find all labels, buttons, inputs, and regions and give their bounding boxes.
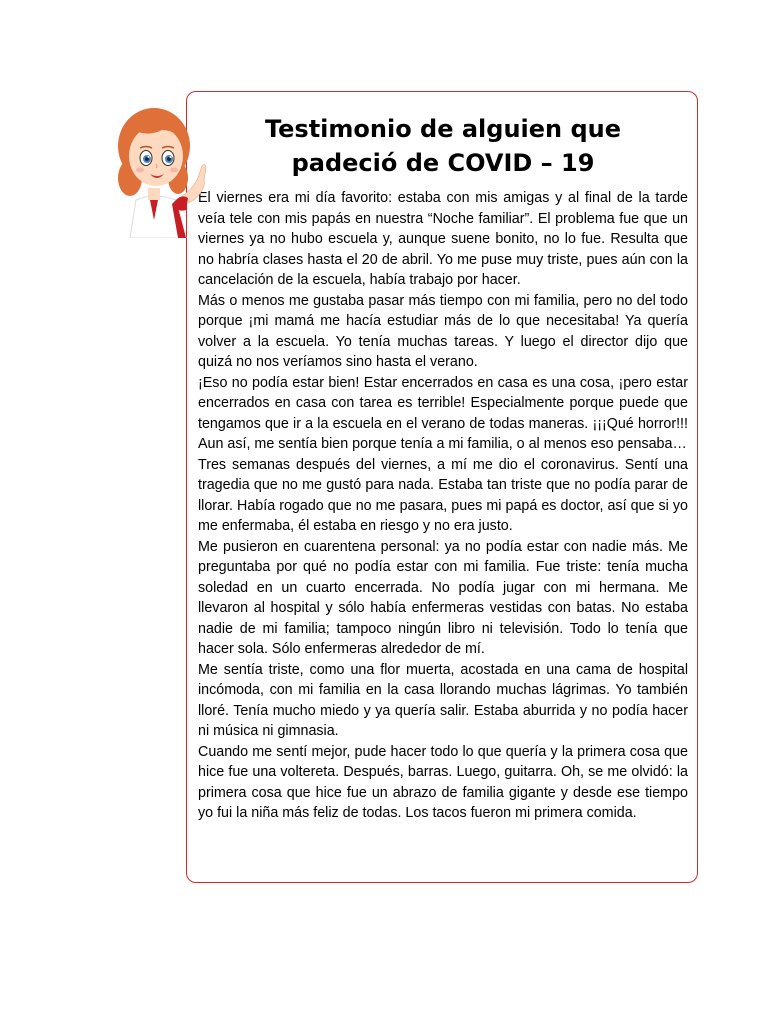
document-body bbox=[198, 188, 688, 824]
paragraph-3: ¡Eso no podía estar bien! Estar encerrados en casa es una cosa, ¡pero estar encerrados en casa con tarea es terrible! Especialmente porque puede que tengamos que ir a la escuela en el verano de todas maneras. ¡¡¡Qué horror!!! Aun así, me sentía bien porque tenía a mi familia, o al menos eso pensaba… bbox=[198, 374, 688, 452]
paragraph-4: Tres semanas después del viernes, a mí me dio el coronavirus. Sentí una tragedia que no me gustó para nada. Estaba tan triste que no podía parar de llorar. Había rogado que no me pasara, pues mi papá es doctor, así que si yo me enfermaba, él estaba en riesgo y no era justo. bbox=[198, 456, 688, 534]
title-line-1: Testimonio de alguien que bbox=[264, 115, 622, 143]
paragraph-6: Me sentía triste, como una flor muerta, acostada en una cama de hospital incómoda, con mi familia en la casa llorando muchas lágrimas. Yo también lloré. Tenía mucho miedo y ya quería salir. Estaba aburrida y no podía hacer ni música ni gimnasia. bbox=[198, 661, 688, 739]
document-title bbox=[187, 112, 699, 180]
paragraph-2: Más o menos me gustaba pasar más tiempo con mi familia, pero no del todo porque ¡mi mamá me hacía estudiar más de lo que necesitaba! Ya quería volver a la escuela. Yo tenía muchas tareas. Y luego el director dijo que quizá no nos veríamos sino hasta el verano. bbox=[198, 292, 688, 370]
paragraph-5: Me pusieron en cuarentena personal: ya no podía estar con nadie más. Me preguntaba por qué no podía estar con mi familia. Fue triste: tenía mucha soledad en un cuarto encerrada. No podía jugar con mi hermana. Me llevaron al hospital y sólo había enfermeras vestidas con batas. No estaba nadie de mi familia; tampoco ningún libro ni televisión. Todo lo tenía que hacer sola. Sólo enfermeras alrededor de mí. bbox=[198, 538, 688, 657]
title-line-2: padeció de COVID – 19 bbox=[291, 149, 595, 177]
girl-peeking-illustration-icon bbox=[106, 100, 211, 238]
paragraph-7: Cuando me sentí mejor, pude hacer todo lo que quería y la primera cosa que hice fue una voltereta. Después, barras. Luego, guitarra. Oh, se me olvidó: la primera cosa que hice fue un abrazo de familia gigante y desde ese tiempo yo fui la niña más feliz de todas. Los tacos fueron mi primera comida. bbox=[198, 743, 688, 821]
paragraph-1: El viernes era mi día favorito: estaba con mis amigas y al final de la tarde veía tele con mis papás en nuestra “Noche familiar”. El problema fue que un viernes ya no hubo escuela y, aunque suene bonito, no lo fue. Resulta que no habría clases hasta el 20 de abril. Yo me puse muy triste, pues aún con la cancelación de la escuela, había trabajo por hacer. bbox=[198, 190, 688, 288]
text-card bbox=[186, 91, 698, 883]
